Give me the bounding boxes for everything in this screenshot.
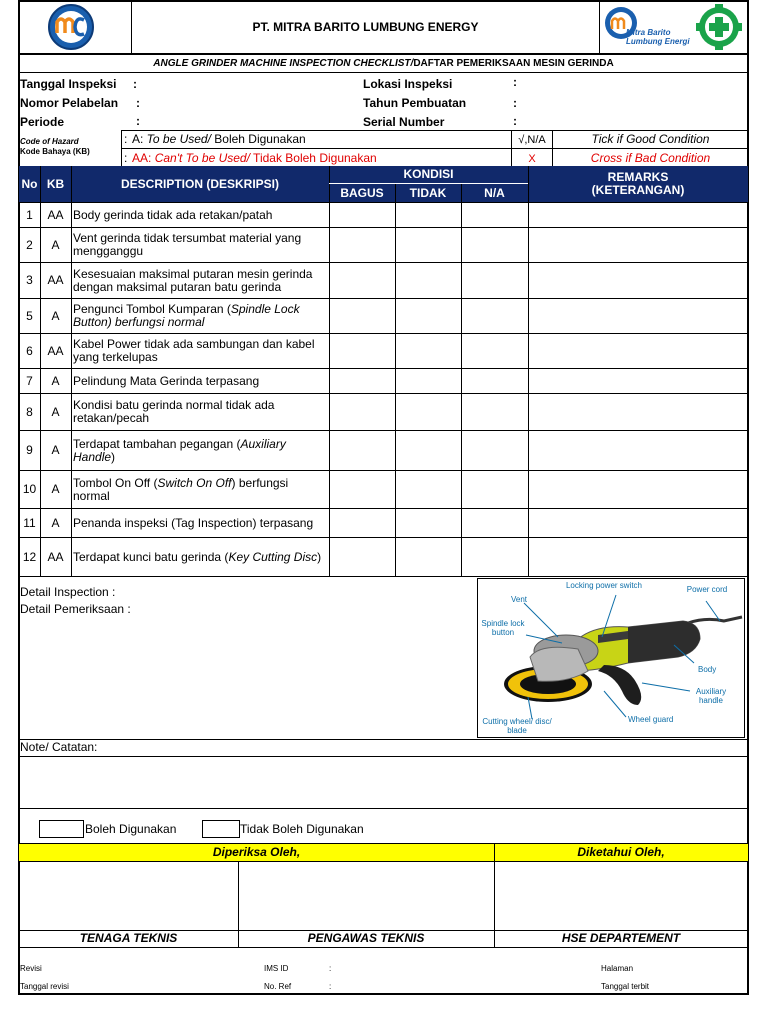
row-no: 12: [22, 549, 37, 564]
row-bagus-cell[interactable]: [330, 369, 395, 393]
th-bagus: BAGUS: [340, 185, 384, 200]
company-name: PT. MITRA BARITO LUMBUNG ENERGY: [252, 19, 479, 34]
row-description-post: ): [111, 449, 116, 464]
row-bagus-cell[interactable]: [330, 299, 395, 333]
row-no: 1: [26, 207, 33, 222]
label-tahun: Tahun Pembuatan: [363, 96, 467, 110]
row-description-pre: Tombol On Off (: [73, 475, 158, 490]
row-bagus-cell[interactable]: [330, 263, 395, 298]
row-description-pre: Vent gerinda tidak tersumbat material yang mengganggu: [73, 231, 302, 258]
row-no: 6: [26, 343, 33, 358]
hazard-aa-italic: Can't To be Used/: [154, 151, 250, 165]
footer-ims-id: IMS ID: [264, 964, 289, 973]
row-na-cell[interactable]: [462, 334, 528, 368]
row-description-it: Switch On Off: [157, 475, 232, 490]
footer-revisi: Revisi: [20, 964, 42, 973]
row-bagus-cell[interactable]: [330, 509, 395, 537]
row-description-post: ) berfungsi normal: [73, 475, 289, 503]
rule: [19, 947, 748, 948]
row-na-cell[interactable]: [462, 299, 528, 333]
row-na-cell[interactable]: [462, 431, 528, 470]
th-kondisi: KONDISI: [403, 167, 454, 181]
row-na-cell[interactable]: [462, 538, 528, 576]
row-no: 2: [26, 237, 33, 252]
rule: [19, 756, 748, 757]
row-description-pre: Terdapat kunci batu gerinda (: [73, 549, 229, 564]
row-no: 8: [26, 404, 33, 419]
row-tidak-cell[interactable]: [396, 394, 461, 430]
row-bagus-cell[interactable]: [330, 538, 395, 576]
row-kb: A: [51, 443, 60, 457]
row-kb: AA: [47, 549, 64, 564]
row-remarks-cell[interactable]: [529, 228, 748, 262]
row-description: [73, 471, 327, 508]
tenaga-teknis-label: TENAGA TEKNIS: [79, 931, 178, 945]
colon: :: [513, 114, 517, 128]
boleh-label: Boleh Digunakan: [85, 822, 177, 836]
row-na-cell[interactable]: [462, 369, 528, 393]
row-rule: [19, 576, 748, 577]
row-description-text: [73, 209, 272, 222]
hse-signature-area[interactable]: [495, 862, 748, 930]
hazard-aa-code: AA:: [132, 151, 155, 165]
row-remarks-cell[interactable]: [529, 509, 748, 537]
footer-no-ref: No. Ref: [264, 982, 292, 991]
row-tidak-cell[interactable]: [396, 299, 461, 333]
row-description-pre: Pelindung Mata Gerinda terpasang: [73, 373, 260, 388]
row-na-cell[interactable]: [462, 471, 528, 508]
header-divider: [599, 0, 600, 54]
label-vent: Vent: [511, 595, 528, 604]
row-remarks-cell[interactable]: [529, 369, 748, 393]
row-description: [73, 538, 327, 576]
rule: [19, 843, 748, 844]
row-description: [73, 509, 327, 537]
grinder-diagram: [477, 578, 745, 738]
label-serial: Serial Number: [363, 115, 445, 129]
row-na-cell[interactable]: [462, 509, 528, 537]
row-kb: A: [51, 404, 60, 419]
row-description-text: [73, 268, 327, 294]
row-remarks-cell[interactable]: [529, 263, 748, 298]
row-bagus-cell[interactable]: [330, 471, 395, 508]
row-na-cell[interactable]: [462, 394, 528, 430]
row-kb: A: [51, 373, 60, 388]
tenaga-signature-area[interactable]: [19, 862, 238, 930]
pengawas-signature-area[interactable]: [239, 862, 494, 930]
cross-symbol: X: [528, 153, 536, 165]
row-no: 5: [26, 308, 33, 323]
hazard-a-normal: Boleh Digunakan: [210, 132, 306, 146]
th-remarks: [528, 171, 748, 197]
row-tidak-cell[interactable]: [396, 203, 461, 227]
row-kb: AA: [47, 343, 64, 358]
row-no: 9: [26, 443, 33, 457]
diketahui-label: Diketahui Oleh,: [577, 845, 665, 859]
row-bagus-cell[interactable]: [330, 431, 395, 470]
row-remarks-cell[interactable]: [529, 334, 748, 368]
row-description-pre: Kondisi batu gerinda normal tidak ada retakan/pecah: [73, 398, 275, 425]
row-tidak-cell[interactable]: [396, 228, 461, 262]
row-description: [73, 431, 327, 470]
rule: [121, 148, 748, 149]
label-nomor: Nomor Pelabelan: [20, 96, 119, 110]
row-description-pre: Pengunci Tombol Kumparan (: [73, 302, 231, 316]
form-title-normal: DAFTAR PEMERIKSAAN MESIN GERINDA: [413, 58, 614, 69]
row-tidak-cell[interactable]: [396, 369, 461, 393]
row-description-pre: Kabel Power tidak ada sambungan dan kabel yang terkelupas: [73, 337, 315, 364]
row-no: 10: [22, 482, 37, 496]
row-no: 3: [26, 273, 33, 287]
row-remarks-cell[interactable]: [529, 203, 748, 227]
hazard-label: [20, 137, 90, 157]
cross-legend: Cross if Bad Condition: [590, 151, 711, 165]
row-bagus-cell[interactable]: [330, 203, 395, 227]
row-description: [73, 299, 327, 333]
row-description: [73, 334, 327, 368]
row-description-text: [73, 375, 259, 388]
th-desc: DESCRIPTION (DESKRIPSI): [120, 176, 279, 191]
label-power-cord: Power cord: [686, 585, 728, 594]
pengawas-teknis-label: PENGAWAS TEKNIS: [307, 931, 425, 945]
row-tidak-cell[interactable]: [396, 263, 461, 298]
diperiksa-label: Diperiksa Oleh,: [212, 845, 301, 859]
row-remarks-cell[interactable]: [529, 471, 748, 508]
label-tanggal: Tanggal Inspeksi: [20, 77, 117, 91]
footer-tanggal-terbit: Tanggal terbit: [601, 982, 650, 991]
row-kb: A: [51, 482, 60, 496]
row-description-it: Key Cutting Disc: [228, 549, 318, 564]
footer-tanggal-revisi: Tanggal revisi: [20, 982, 69, 991]
label-auxiliary-handle: Auxiliary handle: [695, 687, 727, 705]
row-description: [73, 228, 327, 262]
colon: :: [124, 151, 128, 165]
row-description-pre: Kesesuaian maksimal putaran mesin gerinda dengan maksimal putaran batu gerinda: [73, 266, 313, 294]
logo-text-line-2: Lumbung Energi: [626, 37, 690, 46]
label-lokasi: Lokasi Inspeksi: [363, 77, 453, 91]
colon: :: [513, 96, 517, 110]
row-bagus-cell[interactable]: [330, 228, 395, 262]
row-remarks-cell[interactable]: [529, 394, 748, 430]
row-description-text: [73, 399, 327, 425]
rule: [19, 72, 748, 73]
row-description-text: [73, 303, 327, 329]
rule: [121, 130, 748, 131]
colon: :: [513, 75, 517, 89]
tick-legend: Tick if Good Condition: [591, 132, 710, 146]
row-tidak-cell[interactable]: [396, 334, 461, 368]
logo-text-line-1: Mitra Barito: [626, 28, 671, 37]
th-kb: KB: [46, 176, 65, 191]
row-tidak-cell[interactable]: [396, 431, 461, 470]
colon: :: [329, 964, 332, 973]
company-logo-left: [44, 3, 98, 51]
row-description: [73, 263, 327, 298]
company-logo-right: [602, 3, 746, 51]
row-tidak-cell[interactable]: [396, 509, 461, 537]
row-description-text: [73, 477, 327, 503]
hazard-aa-normal: Tidak Boleh Digunakan: [249, 151, 377, 165]
row-description-it: Spindle Lock Button) berfungsi normal: [73, 302, 300, 329]
hazard-aa-text: [132, 152, 377, 165]
colon: :: [136, 114, 140, 128]
hse-label: HSE DEPARTEMENT: [561, 931, 681, 945]
row-kb: AA: [47, 207, 64, 222]
row-description-pre: Body gerinda tidak ada retakan/patah: [73, 207, 273, 222]
note-label: Note/ Catatan:: [20, 740, 98, 754]
th-tidak: TIDAK: [409, 185, 447, 200]
row-kb: A: [51, 308, 60, 323]
row-na-cell[interactable]: [462, 228, 528, 262]
row-remarks-cell[interactable]: [529, 299, 748, 333]
colon: :: [124, 132, 128, 146]
row-tidak-cell[interactable]: [396, 471, 461, 508]
detail-inspection-label: Detail Inspection :: [20, 585, 116, 599]
tidak-boleh-checkbox[interactable]: [202, 820, 240, 838]
detail-pemeriksaan-label: Detail Pemeriksaan :: [20, 602, 131, 616]
rule: [19, 808, 748, 809]
row-description: [73, 394, 327, 430]
hazard-a-code: A:: [132, 132, 147, 146]
row-bagus-cell[interactable]: [330, 334, 395, 368]
row-description-it: Auxiliary Handle: [73, 436, 286, 464]
rule: [19, 739, 748, 740]
hazard-label-en: Code of Hazard: [20, 137, 79, 146]
colon: :: [136, 96, 140, 110]
row-kb: AA: [47, 273, 64, 287]
row-na-cell[interactable]: [462, 203, 528, 227]
form-title-italic: ANGLE GRINDER MACHINE INSPECTION CHECKLIST/: [153, 58, 414, 69]
colon: :: [329, 982, 332, 991]
row-bagus-cell[interactable]: [330, 394, 395, 430]
label-periode: Periode: [20, 115, 65, 129]
label-cutting-wheel: Cutting wheel/ disc/ blade: [482, 717, 552, 735]
row-remarks-cell[interactable]: [529, 431, 748, 470]
row-description-pre: Terdapat tambahan pegangan (: [73, 436, 241, 451]
row-description-text: [73, 551, 321, 564]
row-description-text: [73, 338, 327, 364]
form-title: [19, 55, 748, 72]
row-description: [73, 203, 327, 227]
row-no: 11: [23, 515, 36, 530]
th-remarks-en: REMARKS: [607, 170, 669, 184]
th-na: N/A: [484, 185, 505, 200]
row-no: 7: [26, 373, 33, 388]
row-kb: A: [51, 237, 60, 252]
th-no: No: [21, 176, 38, 191]
colon: :: [133, 77, 137, 91]
row-description-text: [73, 438, 327, 464]
label-locking-switch: Locking power switch: [565, 581, 643, 590]
row-description: [73, 369, 327, 393]
tick-symbol: √,N/A: [518, 134, 546, 146]
th-remarks-id: (KETERANGAN): [591, 183, 685, 197]
tidak-boleh-label: Tidak Boleh Digunakan: [240, 822, 364, 836]
boleh-checkbox[interactable]: [39, 820, 84, 838]
label-wheel-guard: Wheel guard: [628, 715, 674, 724]
row-description-text: [73, 517, 313, 530]
row-remarks-cell[interactable]: [529, 538, 748, 576]
label-spindle-lock: Spindle lock button: [481, 619, 525, 637]
hazard-divider: [121, 130, 122, 166]
row-kb: A: [51, 515, 60, 530]
hazard-label-id: Kode Bahaya (KB): [20, 147, 90, 156]
hazard-a-text: [132, 133, 306, 146]
row-description-post: ): [317, 549, 322, 564]
row-description-pre: Penanda inspeksi (Tag Inspection) terpasang: [73, 515, 314, 530]
row-na-cell[interactable]: [462, 263, 528, 298]
footer-halaman: Halaman: [601, 964, 634, 973]
label-body: Body: [698, 665, 717, 674]
row-tidak-cell[interactable]: [396, 538, 461, 576]
row-description-text: [73, 232, 327, 258]
hazard-a-italic: To be Used/: [146, 132, 211, 146]
